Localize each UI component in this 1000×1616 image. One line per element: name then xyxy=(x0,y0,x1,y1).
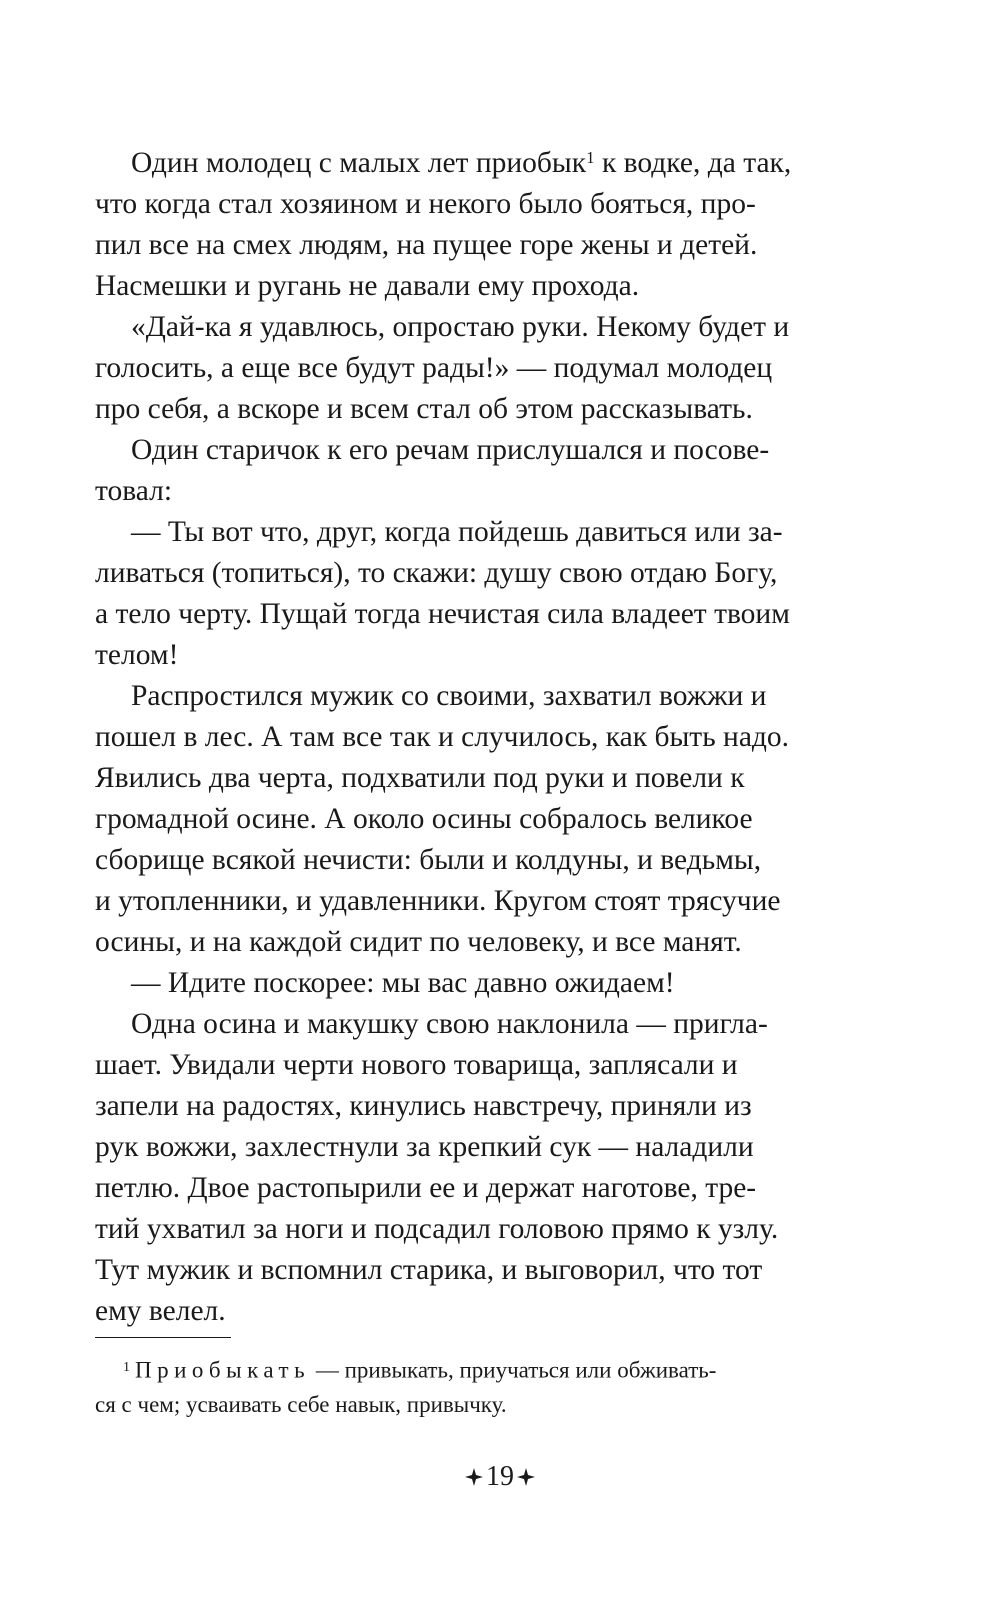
text-line: Насмешки и ругань не давали ему прохода. xyxy=(95,270,640,302)
text-line: ему велел. xyxy=(95,1295,226,1327)
text-line: петлю. Двое растопырили ее и держат наготове, тре- xyxy=(95,1172,757,1204)
paragraph-2 xyxy=(95,307,856,430)
paragraph-4 xyxy=(95,512,856,676)
text-line: осины, и на каждой сидит по человеку, и все манят. xyxy=(95,926,742,958)
text-line: Тут мужик и вспомнил старика, и выговорил, что тот xyxy=(95,1254,763,1286)
text-line: Один старичок к его речам прислушался и посове- xyxy=(131,434,770,466)
footnote-definition-cont: ся с чем; усваивать себе навык, привычку. xyxy=(95,1391,507,1417)
footnote-reference: 1 xyxy=(586,148,595,168)
text-line: голосить, а еще все будут рады!» — подумал молодец xyxy=(95,352,773,384)
footnote-divider xyxy=(95,1337,231,1338)
footnote-marker: 1 xyxy=(123,1360,130,1375)
paragraph-1 xyxy=(95,143,856,307)
text-line: «Дай-ка я удавлюсь, опростаю руки. Некому будет и xyxy=(131,311,790,343)
text-line: Явились два черта, подхватили под руки и повели к xyxy=(95,762,745,794)
main-text xyxy=(95,143,856,1332)
text-line: рук вожжи, захлестнули за крепкий сук — наладили xyxy=(95,1131,754,1163)
text-line: товал: xyxy=(95,475,173,507)
text-line: громадной осине. А около осины собралось великое xyxy=(95,803,753,835)
text-line: а тело черту. Пущай тогда нечистая сила владеет твоим xyxy=(95,598,790,630)
text-line: ливаться (топиться), то скажи: душу свою отдаю Богу, xyxy=(95,557,778,589)
text-line: — Ты вот что, друг, когда пойдешь давиться или за- xyxy=(131,516,783,548)
footnote-definition: — привыкать, приучаться или обживать- xyxy=(310,1357,717,1383)
paragraph-7 xyxy=(95,1004,856,1332)
text-line: к водке, да так, xyxy=(594,147,792,179)
four-point-star-icon xyxy=(465,1468,483,1486)
paragraph-5 xyxy=(95,676,856,963)
four-point-star-icon xyxy=(517,1468,535,1486)
footnote-term: Приобыкать xyxy=(135,1357,311,1383)
footnote xyxy=(95,1349,856,1422)
text-line: что когда стал хозяином и некого было бояться, про- xyxy=(95,188,756,220)
page-number: 19 xyxy=(486,1461,514,1492)
text-line: Один молодец с малых лет приобык xyxy=(131,147,587,179)
page-number-ornament xyxy=(0,1457,1000,1497)
paragraph-6 xyxy=(95,963,856,1004)
text-line: Распростился мужик со своими, захватил вожжи и xyxy=(131,680,767,712)
text-line: тий ухватил за ноги и подсадил головою прямо к узлу. xyxy=(95,1213,779,1245)
text-line: шает. Увидали черти нового товарища, заплясали и xyxy=(95,1049,738,1081)
text-line: пил все на смех людям, на пущее горе жены и детей. xyxy=(95,229,758,261)
text-line: сборище всякой нечисти: были и колдуны, и ведьмы, xyxy=(95,844,762,876)
text-line: Одна осина и макушку свою наклонила — пригла- xyxy=(131,1008,768,1040)
text-line: телом! xyxy=(95,639,179,671)
text-line: пошел в лес. А там все так и случилось, как быть надо. xyxy=(95,721,790,753)
text-line: запели на радостях, кинулись навстречу, приняли из xyxy=(95,1090,752,1122)
text-line: — Идите поскорее: мы вас давно ожидаем! xyxy=(131,967,675,999)
text-line: и утопленники, и удавленники. Кругом стоят трясучие xyxy=(95,885,781,917)
paragraph-3 xyxy=(95,430,856,512)
text-line: про себя, а вскоре и всем стал об этом рассказывать. xyxy=(95,393,753,425)
